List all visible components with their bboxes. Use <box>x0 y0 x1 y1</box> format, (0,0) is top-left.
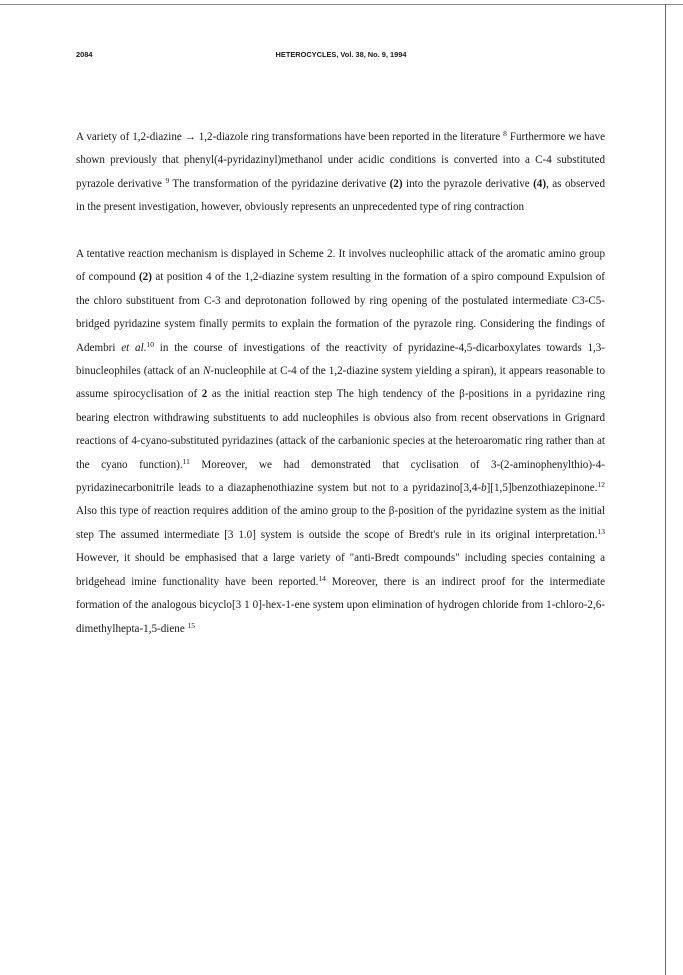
text-run: A variety of 1,2-diazine → 1,2-diazole ring transformations have been reported in the literature <box>76 131 504 143</box>
body-text <box>76 126 605 641</box>
citation-superscript: 9 <box>165 175 170 185</box>
paragraph-1 <box>76 126 605 220</box>
text-run: -nucleophile at C-4 of the 1,2-diazine system yielding a spiran), it appears reasonable to assume spirocyclisation of <box>76 365 605 401</box>
text-run: in the course of investigations of the reactivity of pyridazine-4,5-dicarboxylates towards 1,3-binucleophiles (attack of an <box>76 341 605 378</box>
top-rule <box>0 4 683 5</box>
right-margin-rule <box>665 4 666 975</box>
citation-superscript: 11 <box>182 456 190 466</box>
text-run: ][1,5]benzothiazepinone. <box>486 482 598 495</box>
italic-text: et al. <box>121 341 147 354</box>
italic-text: N <box>203 365 211 378</box>
compound-number: (4) <box>533 177 547 190</box>
citation-superscript: 12 <box>597 480 605 490</box>
paragraph-2 <box>76 243 605 641</box>
compound-number: 2 <box>201 388 208 401</box>
italic-text: b <box>481 482 487 495</box>
citation-superscript: 13 <box>597 526 605 536</box>
text-run: Moreover, we had demonstrated that cyclisation of 3-(2-aminophenylthio)-4-pyridazinecarbonitrile leads to a diazaphenothiazine system but not to a pyridazino[3,4- <box>76 458 605 495</box>
text-run: Also this type of reaction requires addition of the amino group to the β-position of the pyridazine system as the initial step The assumed intermediate [3 1.0] system is outside the scope of Bredt's rule in its original interpretation. <box>76 505 605 541</box>
citation-superscript: 10 <box>146 339 154 349</box>
compound-number: (2) <box>138 271 152 284</box>
citation-superscript: 8 <box>503 129 507 138</box>
text-run: However, it should be emphasised that a large variety of "anti-Bredt compounds" including species containing a bridgehead imine functionality have been reported. <box>76 552 605 588</box>
text-run: at position 4 of the 1,2-diazine system resulting in the formation of a spiro compound Expulsion of the chloro substituent from C-3 and deprotonation followed by ring opening of the postulated intermediate C3-C5-bridged pyridazine system finally permits to explain the formation of the pyrazole ring. Considering the findings of Adembri <box>76 271 605 354</box>
page-number: 2084 <box>76 50 93 59</box>
text-run: Moreover, there is an indirect proof for the intermediate formation of the analogous bicyclo[3 1 0]-hex-1-ene system upon elimination of hydrogen chloride from 1-chloro-2,6-dimethylhepta-1,5-diene <box>76 575 606 635</box>
journal-citation: HETEROCYCLES, Vol. 38, No. 9, 1994 <box>275 50 407 59</box>
text-run: as the initial reaction step The high tendency of the β-positions in a pyridazine ring bearing electron withdrawing substituents to add nucleophiles is obvious also from recent observations in Grignard reactions of 4-cyano-substituted pyridazines (attack of the carbanionic species at the heteroaromatic ring rather than at the cyano function). <box>76 388 605 471</box>
compound-number: (2) <box>389 177 403 190</box>
text-run: Furthermore we have shown previously that phenyl(4-pyridazinyl)methanol under acidic conditions is converted into a C-4 substituted pyrazole derivative <box>76 131 605 190</box>
text-run: A tentative reaction mechanism is displayed in Scheme 2. It involves nucleophilic attack of the aromatic amino group of compound <box>76 248 605 284</box>
text-run: , as observed in the present investigation, however, obviously represents an unprecedented type of ring contraction <box>76 177 605 214</box>
citation-superscript: 14 <box>318 573 326 583</box>
text-run: The transformation of the pyridazine derivative <box>169 177 390 190</box>
text-run: into the pyrazole derivative <box>402 177 534 190</box>
citation-superscript: 15 <box>187 620 196 630</box>
